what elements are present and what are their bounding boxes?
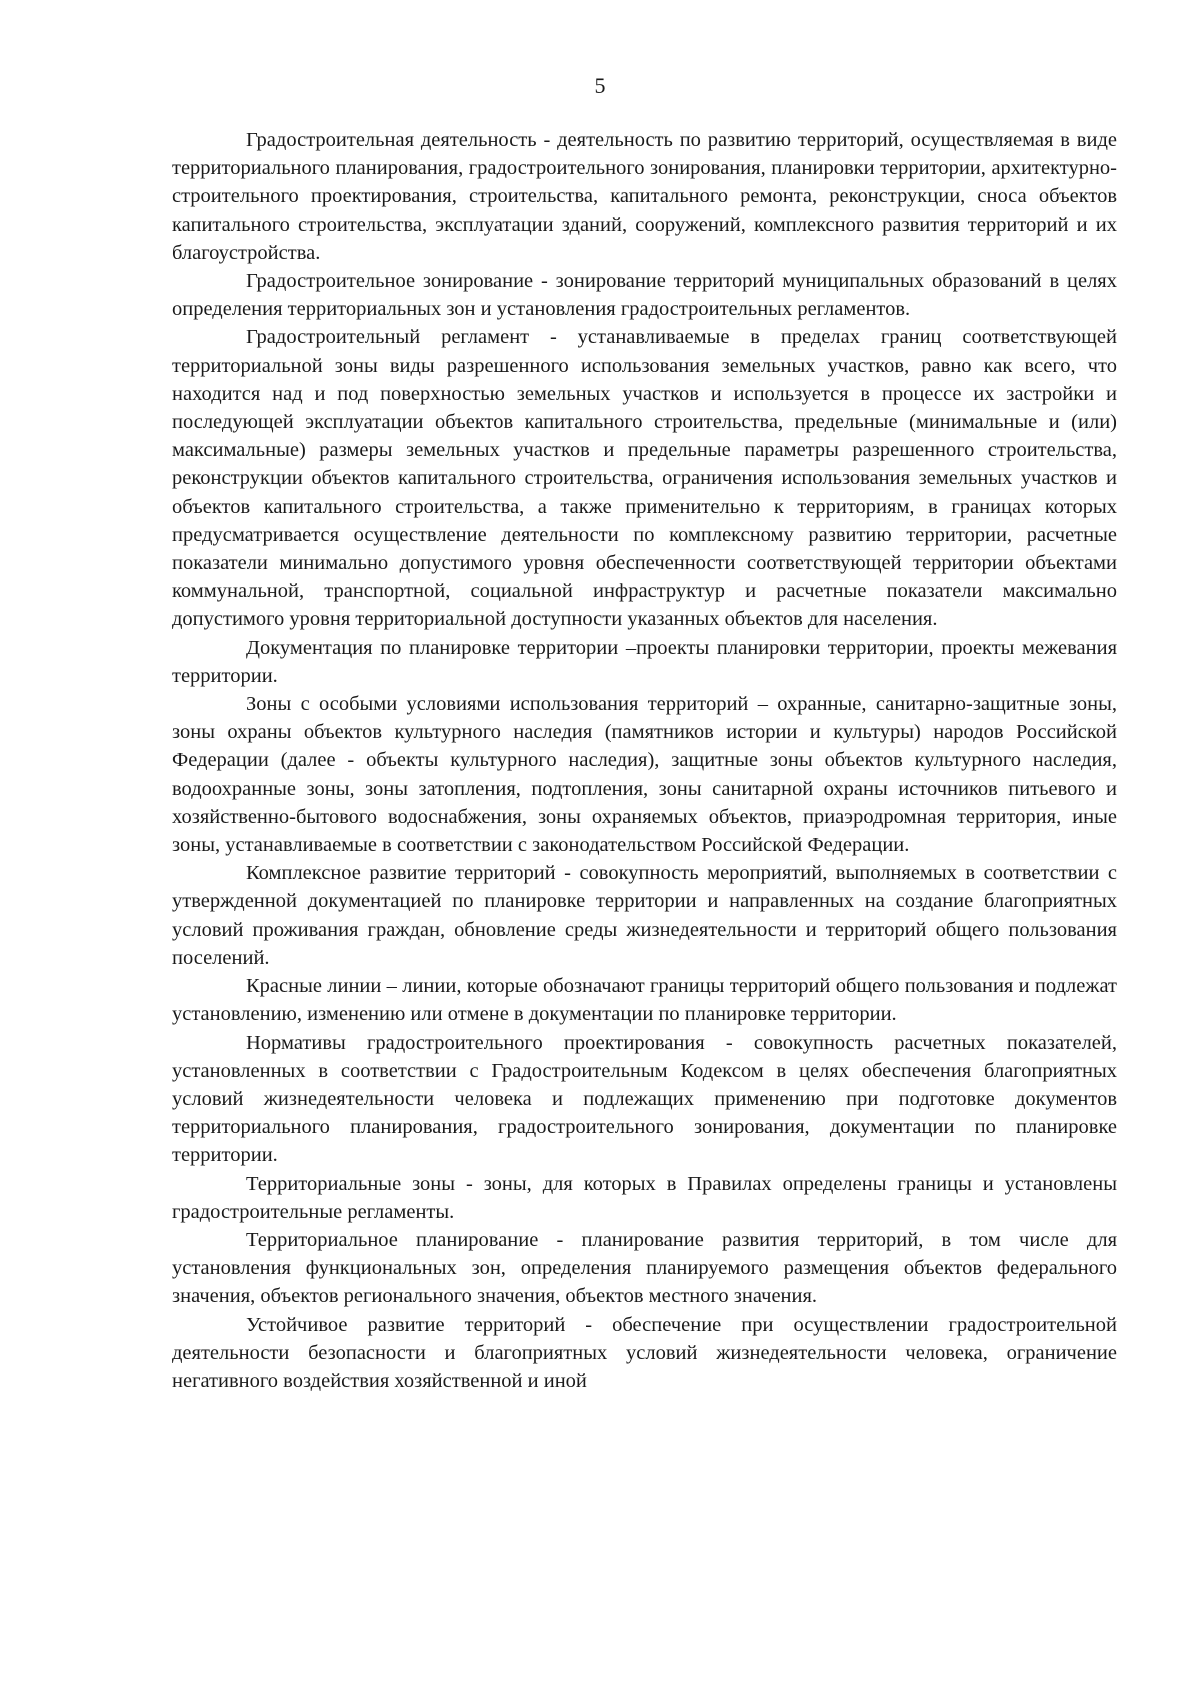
paragraph-sustainable-development: Устойчивое развитие территорий - обеспечение при осуществлении градостроительной деятельности безопасности и благоприятных условий жизнедеятельности человека, ограничение негативного воздействия хозяйственной и иной <box>172 1313 1117 1392</box>
paragraph-planning-documentation: Документация по планировке территории –проекты планировки территории, проекты межевания территории. <box>172 636 1117 687</box>
paragraph-urban-regulation: Градостроительный регламент - устанавливаемые в пределах границ соответствующей территориальной зоны виды разрешенного использования земельных участков, равно как всего, что находится над и под поверхностью земельных участков и используется в процессе их застройки и последующей эксплуатации объектов капитального строительства, предельные (минимальные и (или) максимальные) размеры земельных участков и предельные параметры разрешенного строительства, реконструкции объектов капитального строительства, ограничения использования земельных участков и объектов капитального строительства, а также применительно к территориям, в границах которых предусматривается осуществление деятельности по комплексному развитию территории, расчетные показатели минимально допустимого уровня обеспеченности соответствующей территории объектами коммунальной, транспортной, социальной инфраструктур и расчетные показатели максимально допустимого уровня территориальной доступности указанных объектов для населения. <box>172 326 1117 631</box>
paragraph-territorial-planning: Территориальное планирование - планирование развития территорий, в том числе для установления функциональных зон, определения планируемого размещения объектов федерального значения, объектов регионального значения, объектов местного значения. <box>172 1228 1117 1308</box>
paragraph-special-use-zones: Зоны с особыми условиями использования территорий – охранные, санитарно-защитные зоны, зоны охраны объектов культурного наследия (памятников истории и культуры) народов Российской Федерации (далее - объекты культурного наследия), защитные зоны объектов культурного наследия, водоохранные зоны, зоны затопления, подтопления, зоны санитарной охраны источников питьевого и хозяйственно-бытового водоснабжения, зоны охраняемых объектов, приаэродромная территория, иные зоны, устанавливаемые в соответствии с законодательством Российской Федерации. <box>172 693 1117 857</box>
paragraph-territorial-zones: Территориальные зоны - зоны, для которых в Правилах определены границы и установлены градостроительные регламенты. <box>172 1172 1117 1223</box>
paragraph-red-lines: Красные линии – линии, которые обозначают границы территорий общего пользования и подлежат установлению, изменению или отмене в документации по планировке территории. <box>172 975 1117 1026</box>
paragraph-urban-planning-activity: Градостроительная деятельность - деятельность по развитию территорий, осуществляемая в виде территориального планирования, градостроительного зонирования, планировки территории, архитектурно-строительного проектирования, строительства, капитального ремонта, реконструкции, сноса объектов капитального строительства, эксплуатации зданий, сооружений, комплексного развития территорий и их благоустройства. <box>172 129 1117 264</box>
page-number: 5 <box>594 73 606 98</box>
document-body <box>172 126 1117 1395</box>
paragraph-design-standards: Нормативы градостроительного проектирования - совокупность расчетных показателей, установленных в соответствии с Градостроительным Кодексом в целях обеспечения благоприятных условий жизнедеятельности человека и подлежащих применению при подготовке документов территориального планирования, градостроительного зонирования, документации по планировке территории. <box>172 1031 1117 1167</box>
paragraph-complex-development: Комплексное развитие территорий - совокупность мероприятий, выполняемых в соответствии с утвержденной документацией по планировке территории и направленных на создание благоприятных условий проживания граждан, обновление среды жизнедеятельности и территорий общего пользования поселений. <box>172 862 1117 969</box>
paragraph-urban-zoning: Градостроительное зонирование - зонирование территорий муниципальных образований в целях определения территориальных зон и установления градостроительных регламентов. <box>172 270 1117 321</box>
